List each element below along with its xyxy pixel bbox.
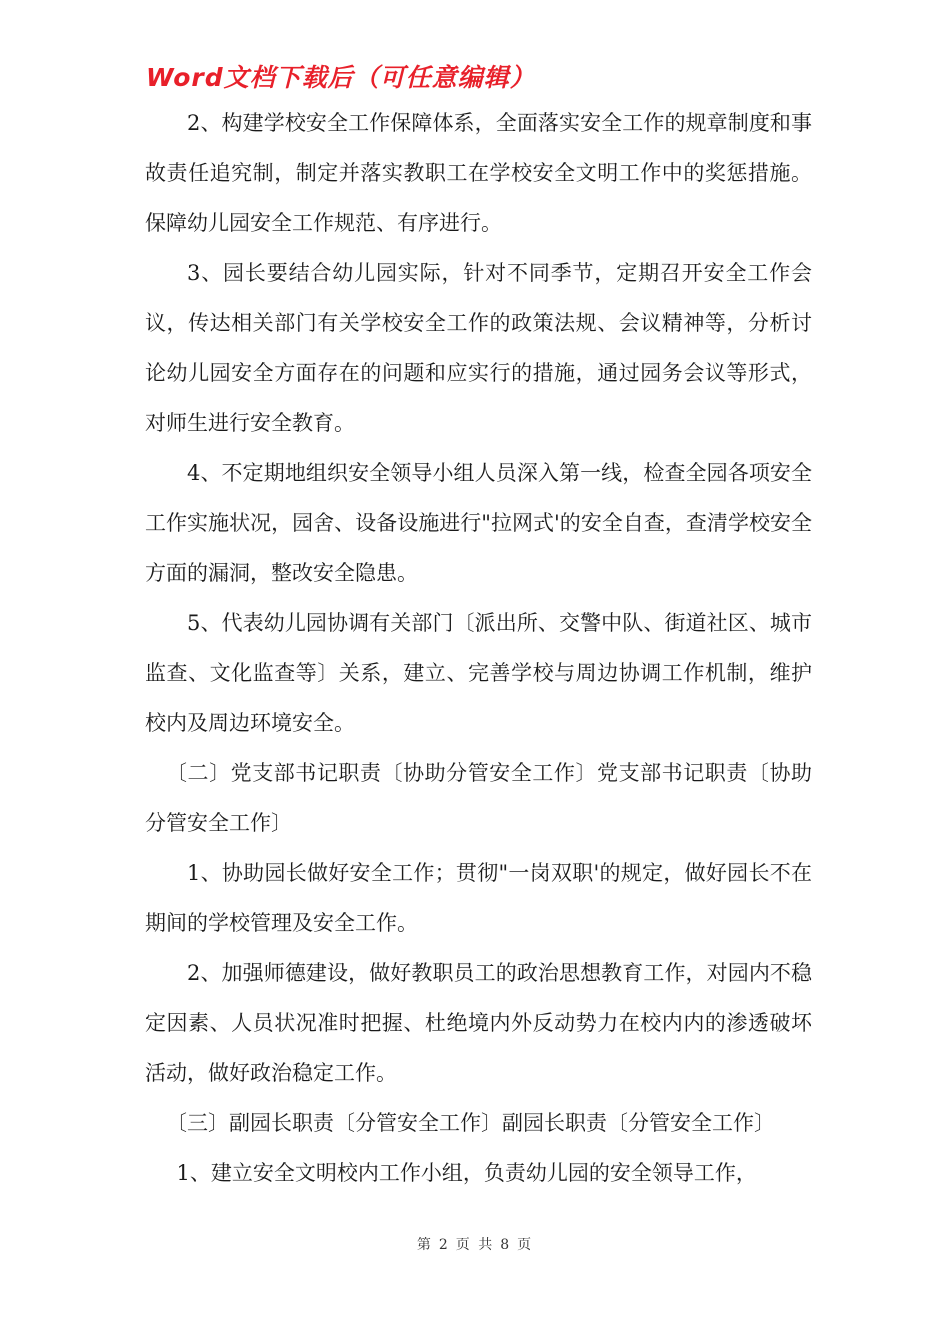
footer-mid: 页 共 <box>455 1237 495 1253</box>
section-heading-party-secretary: 〔二〕党支部书记职责〔协助分管安全工作〕党支部书记职责〔协助分管安全工作〕 <box>145 761 812 835</box>
document-body <box>145 98 812 1198</box>
paragraph-item-3: 3、园长要结合幼儿园实际，针对不同季节，定期召开安全工作会议，传达相关部门有关学校安全工作的政策法规、会议精神等，分析讨论幼儿园安全方面存在的问题和应实行的措施，通过园务会议等形式，对师生进行安全教育。 <box>145 261 812 435</box>
paragraph-vice-principal-item-1: 1、建立安全文明校内工作小组，负责幼儿园的安全领导工作， <box>176 1161 757 1185</box>
footer-suffix: 页 <box>517 1237 534 1253</box>
total-pages-number: 8 <box>500 1237 512 1253</box>
download-watermark-header: Word文档下载后（可任意编辑） <box>146 63 536 92</box>
footer-prefix: 第 <box>416 1237 433 1253</box>
paragraph-item-5: 5、代表幼儿园协调有关部门〔派出所、交警中队、街道社区、城市监查、文化监查等〕关系，建立、完善学校与周边协调工作机制，维护校内及周边环境安全。 <box>145 611 812 735</box>
paragraph-item-2: 2、构建学校安全工作保障体系，全面落实安全工作的规章制度和事故责任追究制，制定并落实教职工在学校安全文明工作中的奖惩措施。保障幼儿园安全工作规范、有序进行。 <box>145 111 812 235</box>
paragraph-secretary-item-2: 2、加强师德建设，做好教职员工的政治思想教育工作，对园内不稳定因素、人员状况准时把握、杜绝境内外反动势力在校内内的渗透破坏活动，做好政治稳定工作。 <box>145 961 812 1085</box>
page-number-footer <box>0 1234 950 1254</box>
paragraph-secretary-item-1: 1、协助园长做好安全工作；贯彻"一岗双职'的规定，做好园长不在期间的学校管理及安全工作。 <box>145 861 812 935</box>
current-page-number: 2 <box>438 1237 450 1253</box>
paragraph-item-4: 4、不定期地组织安全领导小组人员深入第一线，检查全园各项安全工作实施状况，园舍、设备设施进行"拉网式'的安全自查，查清学校安全方面的漏洞，整改安全隐患。 <box>145 461 812 585</box>
section-heading-vice-principal: 〔三〕副园长职责〔分管安全工作〕副园长职责〔分管安全工作〕 <box>166 1111 775 1135</box>
